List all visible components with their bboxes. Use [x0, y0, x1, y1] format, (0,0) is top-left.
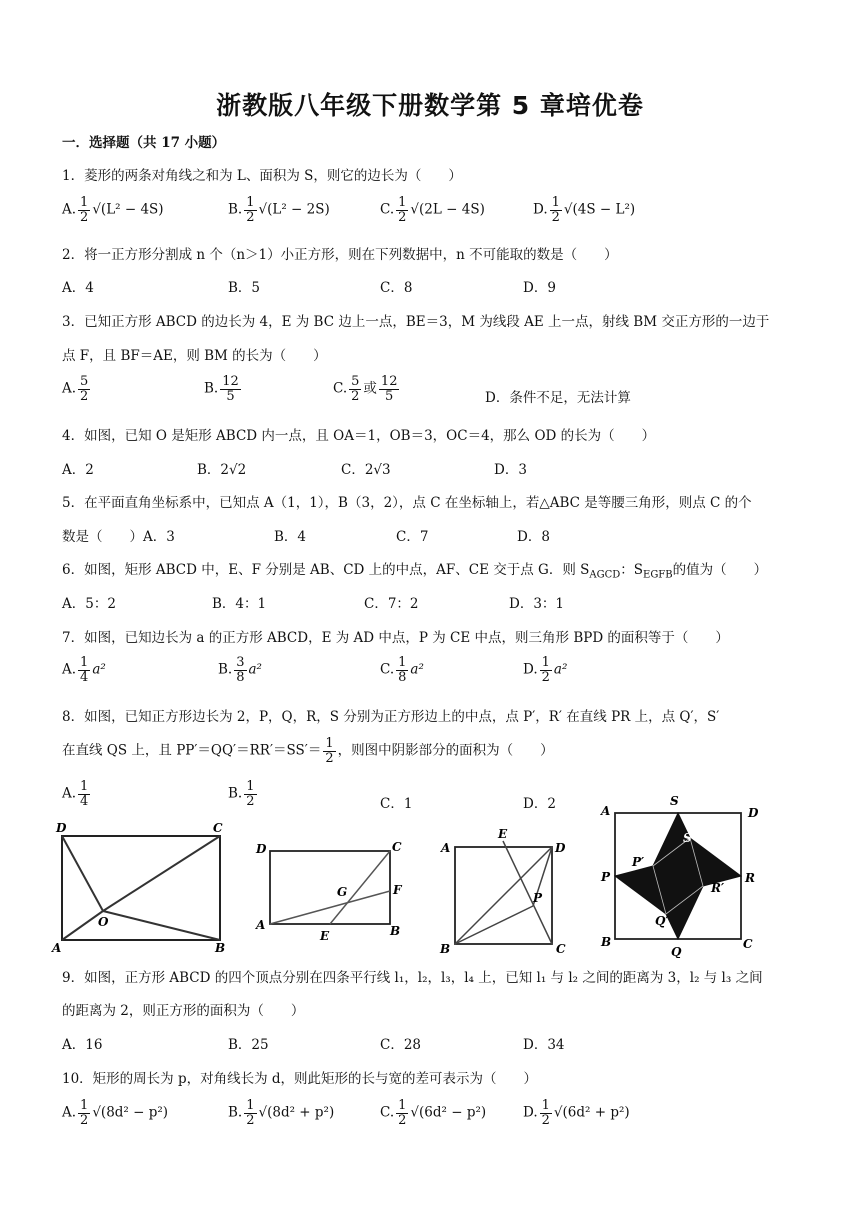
q10-option-b[interactable]: B. $\frac{1}{2}$ √(8d² + p²): [228, 1098, 335, 1128]
q4-option-c[interactable]: C．2√3: [341, 462, 391, 478]
question-3-line-2: 点 F，且 BF＝AE，则 BM 的长为（ ）: [62, 348, 327, 364]
fig4-label-b: B: [601, 935, 612, 949]
q4-option-d[interactable]: D．3: [494, 462, 527, 478]
q2-option-c[interactable]: C．8: [380, 280, 413, 296]
q8-option-b[interactable]: B. $\frac{1}{2}$: [228, 779, 255, 809]
q3-option-a[interactable]: A. $\frac{5}{2}$: [62, 374, 89, 404]
q5-option-b[interactable]: B．4: [274, 529, 307, 545]
question-5-line-1: 5．在平面直角坐标系中，已知点 A（1，1），B（3，2），点 C 在坐标轴上，若△ABC 是等腰三角形，则点 C 的个: [62, 495, 752, 511]
question-6: 6．如图，矩形 ABCD 中，E、F 分别是 AB、CD 上的中点，AF、CE 交于点 G．则 $S_{AGCD}$：$S_{EGFB}$的值为（ ）: [62, 562, 768, 581]
fig4-label-s-prime: S′: [683, 831, 695, 845]
question-9-line-1: 9．如图，正方形 ABCD 的四个顶点分别在四条平行线 l₁，l₂，l₃，l₄ 上，已知 l₁ 与 l₂ 之间的距离为 3，l₂ 与 l₃ 之间: [62, 970, 763, 986]
q10-option-a[interactable]: A. $\frac{1}{2}$ √(8d² − p²): [62, 1098, 169, 1128]
fig4-label-q: Q: [671, 945, 682, 958]
fig3-label-c: C: [556, 942, 566, 956]
fig4-label-q-prime: Q′: [655, 914, 669, 928]
question-2: 2．将一正方形分割成 n 个（n＞1）小正方形，则在下列数据中，n 不可能取的数是（ ）: [62, 247, 618, 263]
fig2-label-g: G: [337, 885, 348, 899]
fig3-label-e: E: [498, 827, 508, 841]
page-title: 浙教版八年级下册数学第 5 章培优卷: [216, 91, 644, 120]
q6-option-d[interactable]: D．3：1: [509, 596, 565, 612]
q8-option-c[interactable]: C．1: [380, 796, 413, 812]
fig4-label-p: P: [601, 870, 611, 884]
fig4-label-r: R: [745, 871, 755, 885]
fig2-label-c: C: [392, 840, 402, 854]
fig1-label-a: A: [52, 941, 62, 955]
fig4-label-d: D: [748, 806, 759, 820]
q2-option-d[interactable]: D．9: [523, 280, 556, 296]
fig4-label-a: A: [601, 804, 611, 818]
q7-option-b[interactable]: B. $\frac{3}{8}$ a²: [218, 655, 262, 685]
q7-option-c[interactable]: C. $\frac{1}{8}$ a²: [380, 655, 424, 685]
question-3-line-1: 3．已知正方形 ABCD 的边长为 4，E 为 BC 边上一点，BE＝3，M 为线段 AE 上一点，射线 BM 交正方形的一边于: [62, 314, 770, 330]
question-8-line-2: 在直线 QS 上，且 PP′＝QQ′＝RR′＝SS′＝ $\frac{1}{2}$ ，则图中阴影部分的面积为（ ）: [62, 736, 554, 766]
q4-option-a[interactable]: A．2: [62, 462, 94, 478]
q9-option-b[interactable]: B．25: [228, 1037, 269, 1053]
fig4-label-r-prime: R′: [711, 881, 725, 895]
question-9-line-2: 的距离为 2，则正方形的面积为（ ）: [62, 1003, 305, 1019]
q5-option-c[interactable]: C．7: [396, 529, 429, 545]
section-heading: 一．选择题（共 17 小题）: [62, 135, 226, 151]
fig2-label-e: E: [320, 929, 330, 943]
q8-option-a[interactable]: A. $\frac{1}{4}$: [62, 779, 89, 809]
q6-option-b[interactable]: B．4：1: [212, 596, 267, 612]
q3-option-c[interactable]: C. $\frac{5}{2}$ 或 $\frac{12}{5}$: [333, 374, 398, 404]
q2-option-a[interactable]: A．4: [62, 280, 94, 296]
q6-option-a[interactable]: A．5：2: [62, 596, 116, 612]
figure-rectangle-efg: [252, 834, 412, 944]
question-8-line-1: 8．如图，已知正方形边长为 2，P，Q，R，S 分别为正方形边上的中点，点 P′，R′ 在直线 PR 上，点 Q′，S′: [62, 709, 720, 725]
q2-option-b[interactable]: B．5: [228, 280, 261, 296]
q1-option-d[interactable]: D. $\frac{1}{2}$ √(4S − L²): [533, 195, 636, 225]
fig1-label-c: C: [213, 821, 223, 835]
q7-option-a[interactable]: A. $\frac{1}{4}$ a²: [62, 655, 106, 685]
q7-option-d[interactable]: D. $\frac{1}{2}$ a²: [523, 655, 568, 685]
q3-option-b[interactable]: B. $\frac{12}{5}$: [204, 374, 239, 404]
fig3-label-b: B: [440, 942, 451, 956]
q10-option-c[interactable]: C. $\frac{1}{2}$ √(6d² − p²): [380, 1098, 487, 1128]
q1-option-b[interactable]: B. $\frac{1}{2}$ √(L² − 2S): [228, 195, 330, 225]
fig1-label-b: B: [215, 941, 226, 955]
figure-square-ep: [435, 824, 575, 956]
fig4-label-c: C: [743, 937, 753, 951]
fig2-label-d: D: [256, 842, 267, 856]
question-5-line-2: 数是（ ）A．3: [62, 529, 175, 545]
fig2-label-f: F: [393, 883, 402, 897]
fig1-label-o: O: [98, 915, 109, 929]
q6-option-c[interactable]: C．7：2: [364, 596, 419, 612]
figure-pinwheel: [596, 792, 766, 958]
question-1: 1．菱形的两条对角线之和为 L、面积为 S，则它的边长为（ ）: [62, 168, 462, 184]
q9-option-a[interactable]: A．16: [62, 1037, 103, 1053]
q9-option-d[interactable]: D．34: [523, 1037, 565, 1053]
fig4-label-s: S: [670, 794, 679, 808]
q4-option-b[interactable]: B．2√2: [197, 462, 247, 478]
question-10: 10．矩形的周长为 p，对角线长为 d，则此矩形的长与宽的差可表示为（ ）: [62, 1071, 538, 1087]
question-7: 7．如图，已知边长为 a 的正方形 ABCD，E 为 AD 中点，P 为 CE 中点，则三角形 BPD 的面积等于（ ）: [62, 630, 729, 646]
fig4-label-p-prime: P′: [632, 855, 645, 869]
question-4: 4．如图，已知 O 是矩形 ABCD 内一点，且 OA＝1，OB＝3，OC＝4，那么 OD 的长为（ ）: [62, 428, 656, 444]
q5-option-d[interactable]: D．8: [517, 529, 550, 545]
figure-rectangle-o: [50, 818, 235, 958]
fig2-label-b: B: [390, 924, 401, 938]
q1-option-a[interactable]: A. $\frac{1}{2}$ √(L² − 4S): [62, 195, 164, 225]
q8-option-d[interactable]: D．2: [523, 796, 556, 812]
q3-option-d[interactable]: D．条件不足，无法计算: [485, 390, 631, 406]
fig3-label-d: D: [555, 841, 566, 855]
q10-option-d[interactable]: D. $\frac{1}{2}$ √(6d² + p²): [523, 1098, 630, 1128]
fig3-label-p: P: [533, 891, 543, 905]
q1-option-c[interactable]: C. $\frac{1}{2}$ √(2L − 4S): [380, 195, 485, 225]
fig2-label-a: A: [256, 918, 266, 932]
fig3-label-a: A: [441, 841, 451, 855]
fig1-label-d: D: [56, 821, 67, 835]
q9-option-c[interactable]: C．28: [380, 1037, 422, 1053]
